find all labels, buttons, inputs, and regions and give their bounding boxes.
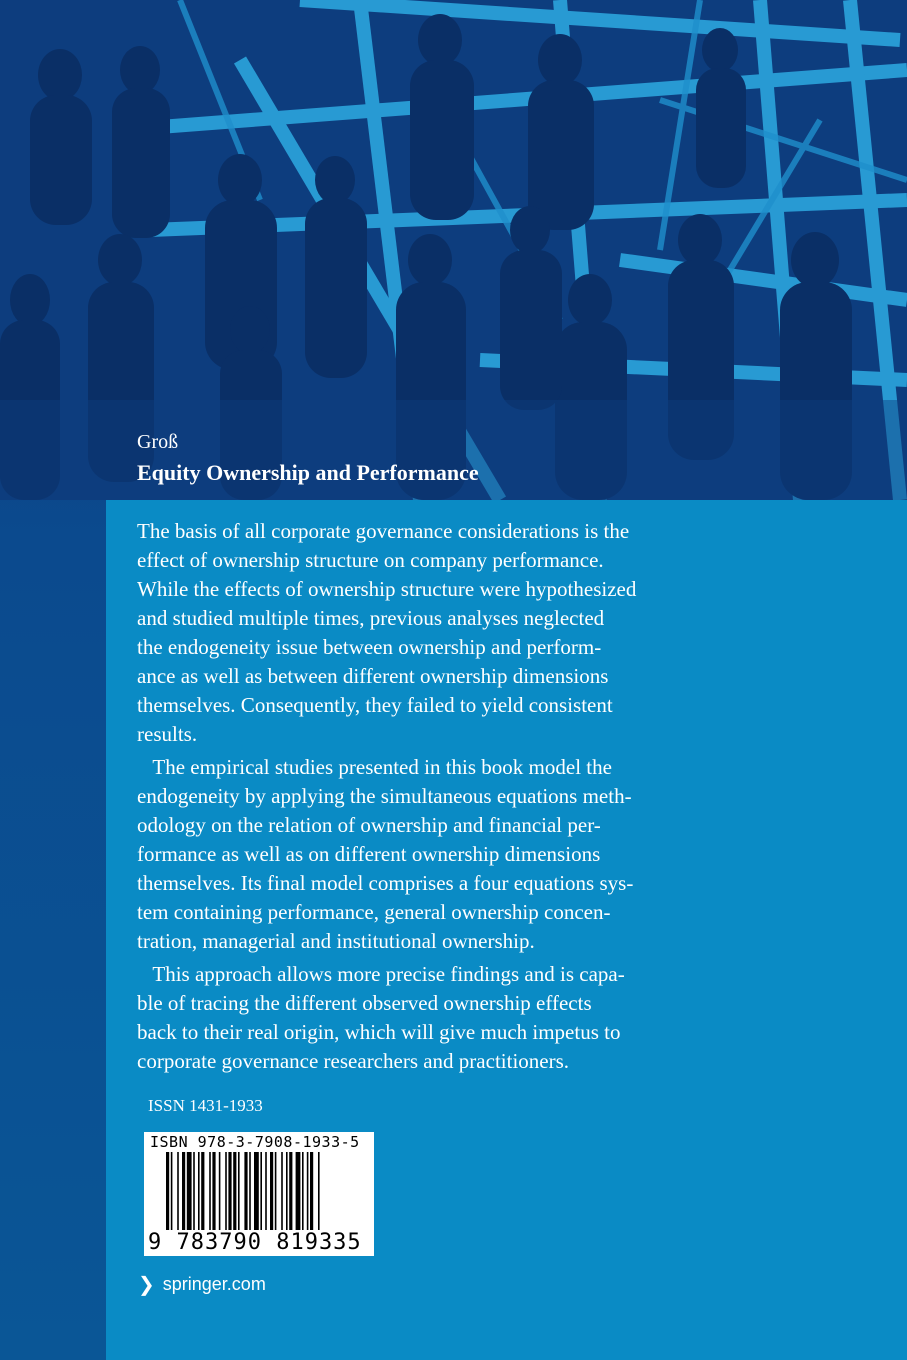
barcode-bar — [187, 1152, 192, 1230]
crowd-silhouette-illustration — [0, 0, 907, 500]
barcode-bar — [219, 1152, 221, 1230]
ean-number: 9 783790 819335 — [148, 1230, 362, 1255]
blurb-paragraph-1: The basis of all corporate governance considerations is the effect of ownership structure on company performance. While the effects of ownership structure were hypothesized and studied multiple times, previous analyses neglected the endogeneity issue between ownership and perform- ance as well as between different ownership dimensions themselves. Consequently, they failed to yield consistent results. — [137, 519, 637, 746]
barcode-bar — [254, 1152, 259, 1230]
barcode-bar — [260, 1152, 262, 1230]
barcode-bar — [166, 1152, 169, 1230]
website-label: springer.com — [162, 1274, 266, 1294]
barcode-bar — [209, 1152, 211, 1230]
blurb-text — [137, 517, 767, 1076]
barcode-bar — [289, 1152, 292, 1230]
barcode-bar — [265, 1152, 267, 1230]
barcode-bar — [296, 1152, 301, 1230]
barcode-bar — [177, 1152, 179, 1230]
barcode-bar — [201, 1152, 204, 1230]
barcode-bar — [171, 1152, 173, 1230]
barcode-bar — [249, 1152, 251, 1230]
barcode-bar — [238, 1152, 240, 1230]
barcode-bar — [310, 1152, 313, 1230]
barcode-bar — [275, 1152, 277, 1230]
blurb-paragraph-2: The empirical studies presented in this book model the endogeneity by applying the simultaneous equations meth- odology on the relation of ownership and financial per- formance as well as on different ownership dimensions themselves. Its final model comprises a four equations sys- tem containing performance, general ownership concen- tration, managerial and institutional ownership. — [137, 755, 634, 953]
isbn-label: ISBN 978-3-7908-1933-5 — [150, 1133, 360, 1151]
barcode-bar — [286, 1152, 288, 1230]
barcode-bar — [198, 1152, 200, 1230]
barcode-bar — [212, 1152, 215, 1230]
barcode-bars — [166, 1152, 366, 1230]
barcode-bar — [228, 1152, 231, 1230]
blurb-paragraph-3: This approach allows more precise findings and is capa- ble of tracing the different observed ownership effects back to their real origin, which will give much impetus to corporate governance researchers and practitioners. — [137, 962, 625, 1073]
publisher-website[interactable] — [138, 1272, 266, 1297]
author-name: Groß — [137, 431, 179, 453]
issn-label: ISSN 1431-1933 — [148, 1096, 263, 1115]
barcode-bar — [307, 1152, 309, 1230]
barcode-bar — [182, 1152, 185, 1230]
barcode-bar — [302, 1152, 304, 1230]
book-title: Equity Ownership and Performance — [137, 460, 479, 485]
cover-photo — [0, 0, 907, 500]
barcode-bar — [270, 1152, 273, 1230]
barcode-bar — [281, 1152, 283, 1230]
chevron-right-icon: ❯ — [138, 1274, 155, 1296]
barcode-bar — [318, 1152, 320, 1230]
barcode-bar — [233, 1152, 236, 1230]
barcode-bar — [193, 1152, 195, 1230]
isbn-barcode — [144, 1132, 374, 1256]
barcode-bar — [244, 1152, 247, 1230]
barcode-bar — [225, 1152, 227, 1230]
